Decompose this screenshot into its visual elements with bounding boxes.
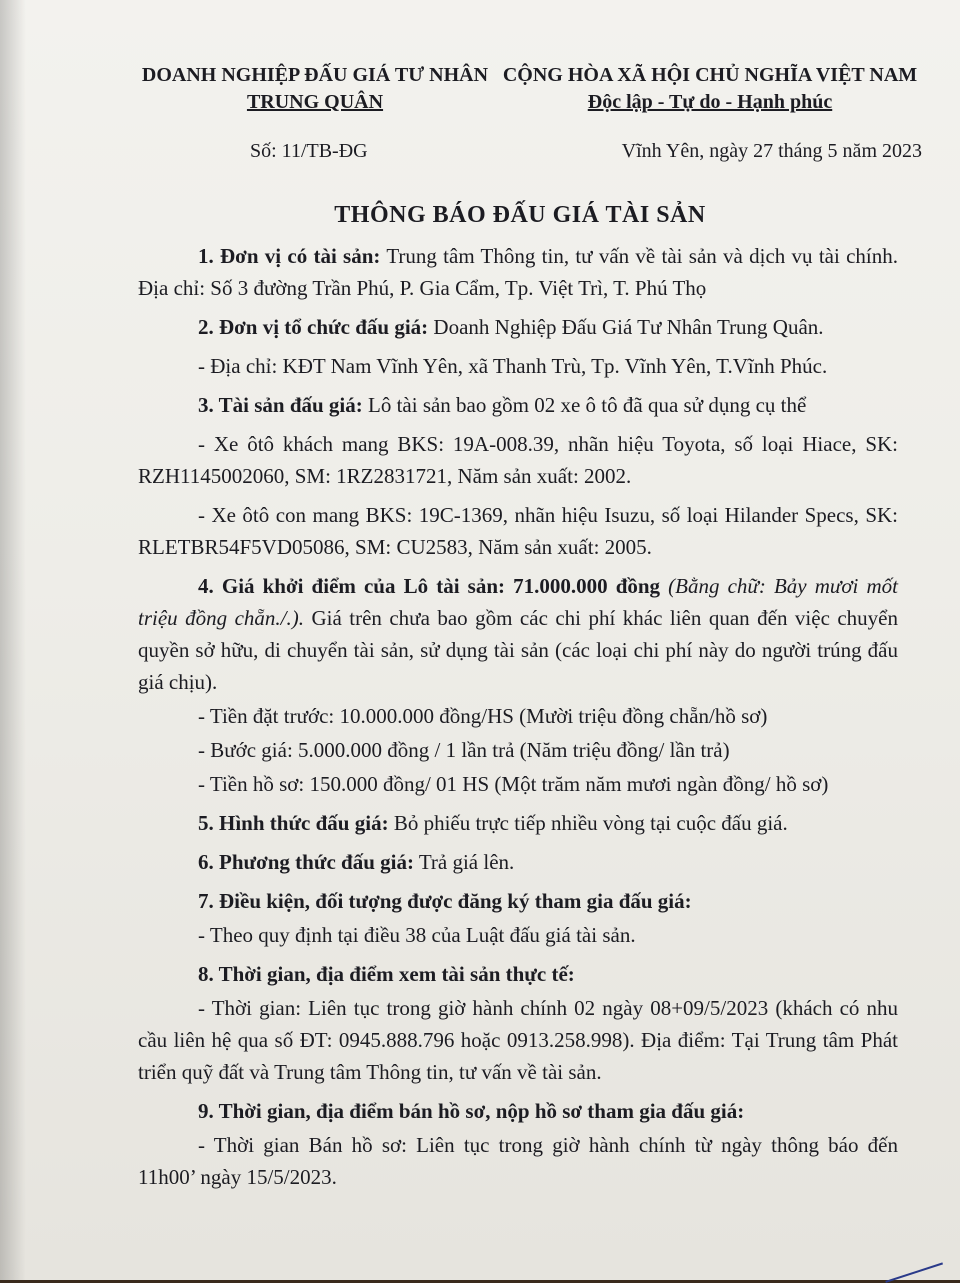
section-4-fee: - Tiền hồ sơ: 150.000 đồng/ 01 HS (Một trăm năm mươi ngàn đồng/ hồ sơ): [198, 772, 829, 796]
national-header: [500, 62, 920, 116]
section-2-label: 2. Đơn vị tổ chức đấu giá:: [198, 315, 429, 339]
document-body: [138, 240, 898, 1193]
section-3: [138, 389, 898, 421]
section-1-label: 1. Đơn vị có tài sản:: [198, 244, 381, 268]
section-4: [138, 570, 898, 698]
section-4-bid-step: - Bước giá: 5.000.000 đồng / 1 lần trả (Năm triệu đồng/ lần trả): [198, 738, 730, 762]
nation-name: CỘNG HÒA XÃ HỘI CHỦ NGHĨA VIỆT NAM: [502, 64, 918, 86]
section-7-label: 7. Điều kiện, đối tượng được đăng ký tham gia đấu giá:: [198, 889, 692, 913]
issuer-name-line2: TRUNG QUÂN: [246, 91, 384, 113]
section-4-deposit: - Tiền đặt trước: 10.000.000 đồng/HS (Mười triệu đồng chẵn/hồ sơ): [198, 704, 768, 728]
section-7-text: - Theo quy định tại điều 38 của Luật đấu giá tài sản.: [198, 923, 636, 947]
section-3-label: 3. Tài sản đấu giá:: [198, 393, 363, 417]
section-5-label: 5. Hình thức đấu giá:: [198, 811, 389, 835]
place-date: Vĩnh Yên, ngày 27 tháng 5 năm 2023: [621, 140, 922, 162]
section-6-text: Trả giá lên.: [413, 850, 515, 874]
section-1: [138, 240, 898, 304]
issuer-name: DOANH NGHIỆP ĐẤU GIÁ TƯ NHÂN: [141, 64, 489, 86]
section-8-label: 8. Thời gian, địa điểm xem tài sản thực tế:: [198, 962, 575, 986]
pen-mark: [881, 1249, 943, 1283]
section-9-label: 9. Thời gian, địa điểm bán hồ sơ, nộp hồ sơ tham gia đấu giá:: [198, 1099, 745, 1123]
section-6: [138, 846, 898, 878]
section-3-text: Lô tài sản bao gồm 02 xe ô tô đã qua sử dụng cụ thể: [362, 393, 807, 417]
section-2-text: Doanh Nghiệp Đấu Giá Tư Nhân Trung Quân.: [428, 315, 824, 339]
section-9-text: - Thời gian Bán hồ sơ: Liên tục trong giờ hành chính từ ngày thông báo đến 11h00’ ngày 15/5/2023.: [138, 1133, 898, 1189]
section-8-text: - Thời gian: Liên tục trong giờ hành chính 02 ngày 08+09/5/2023 (khách có nhu cầu liên hệ qua số ĐT: 0945.888.796 hoặc 0913.258.998). Địa điểm: Tại Trung tâm Phát triển quỹ đất và Trung tâm Thông tin, tư vấn về tài sản.: [138, 996, 898, 1084]
section-5: [138, 807, 898, 839]
section-2-address: - Địa chỉ: KĐT Nam Vĩnh Yên, xã Thanh Trù, Tp. Vĩnh Yên, T.Vĩnh Phúc.: [198, 354, 828, 378]
section-4-amount-in-words: (Bằng chữ: Bảy mươi mốt triệu đồng chẵn./.).: [138, 574, 898, 630]
national-motto: Độc lập - Tự do - Hạnh phúc: [587, 91, 833, 113]
section-1-text: Trung tâm Thông tin, tư vấn về tài sản và dịch vụ tài chính. Địa chỉ: Số 3 đường Trần Phú, P. Gia Cẩm, Tp. Việt Trì, T. Phú Thọ: [138, 244, 898, 300]
section-5-text: Bỏ phiếu trực tiếp nhiều vòng tại cuộc đấu giá.: [388, 811, 788, 835]
issuer-header: [130, 62, 500, 116]
section-3-car-1: - Xe ôtô khách mang BKS: 19A-008.39, nhãn hiệu Toyota, số loại Hiace, SK: RZH1145002060, SM: 1RZ2831721, Năm sản xuất: 2002.: [138, 432, 898, 488]
section-3-car-2: - Xe ôtô con mang BKS: 19C-1369, nhãn hiệu Isuzu, số loại Hilander Specs, SK: RLETBR54F5VD05086, SM: CU2583, Năm sản xuất: 2005.: [138, 503, 898, 559]
document-number: Số: 11/TB-ĐG: [250, 140, 368, 162]
section-4-label: 4. Giá khởi điểm của Lô tài sản: 71.000.000 đồng: [198, 574, 661, 598]
section-4-text: Giá trên chưa bao gồm các chi phí khác liên quan đến việc chuyển quyền sở hữu, di chuyển tài sản, sử dụng tài sản (các loại chi phí này do người trúng đấu giá chịu).: [138, 606, 898, 694]
section-6-label: 6. Phương thức đấu giá:: [198, 850, 414, 874]
page-edge-shadow: [0, 0, 26, 1280]
document-title: THÔNG BÁO ĐẤU GIÁ TÀI SẢN: [334, 202, 706, 228]
section-2: [138, 311, 898, 343]
